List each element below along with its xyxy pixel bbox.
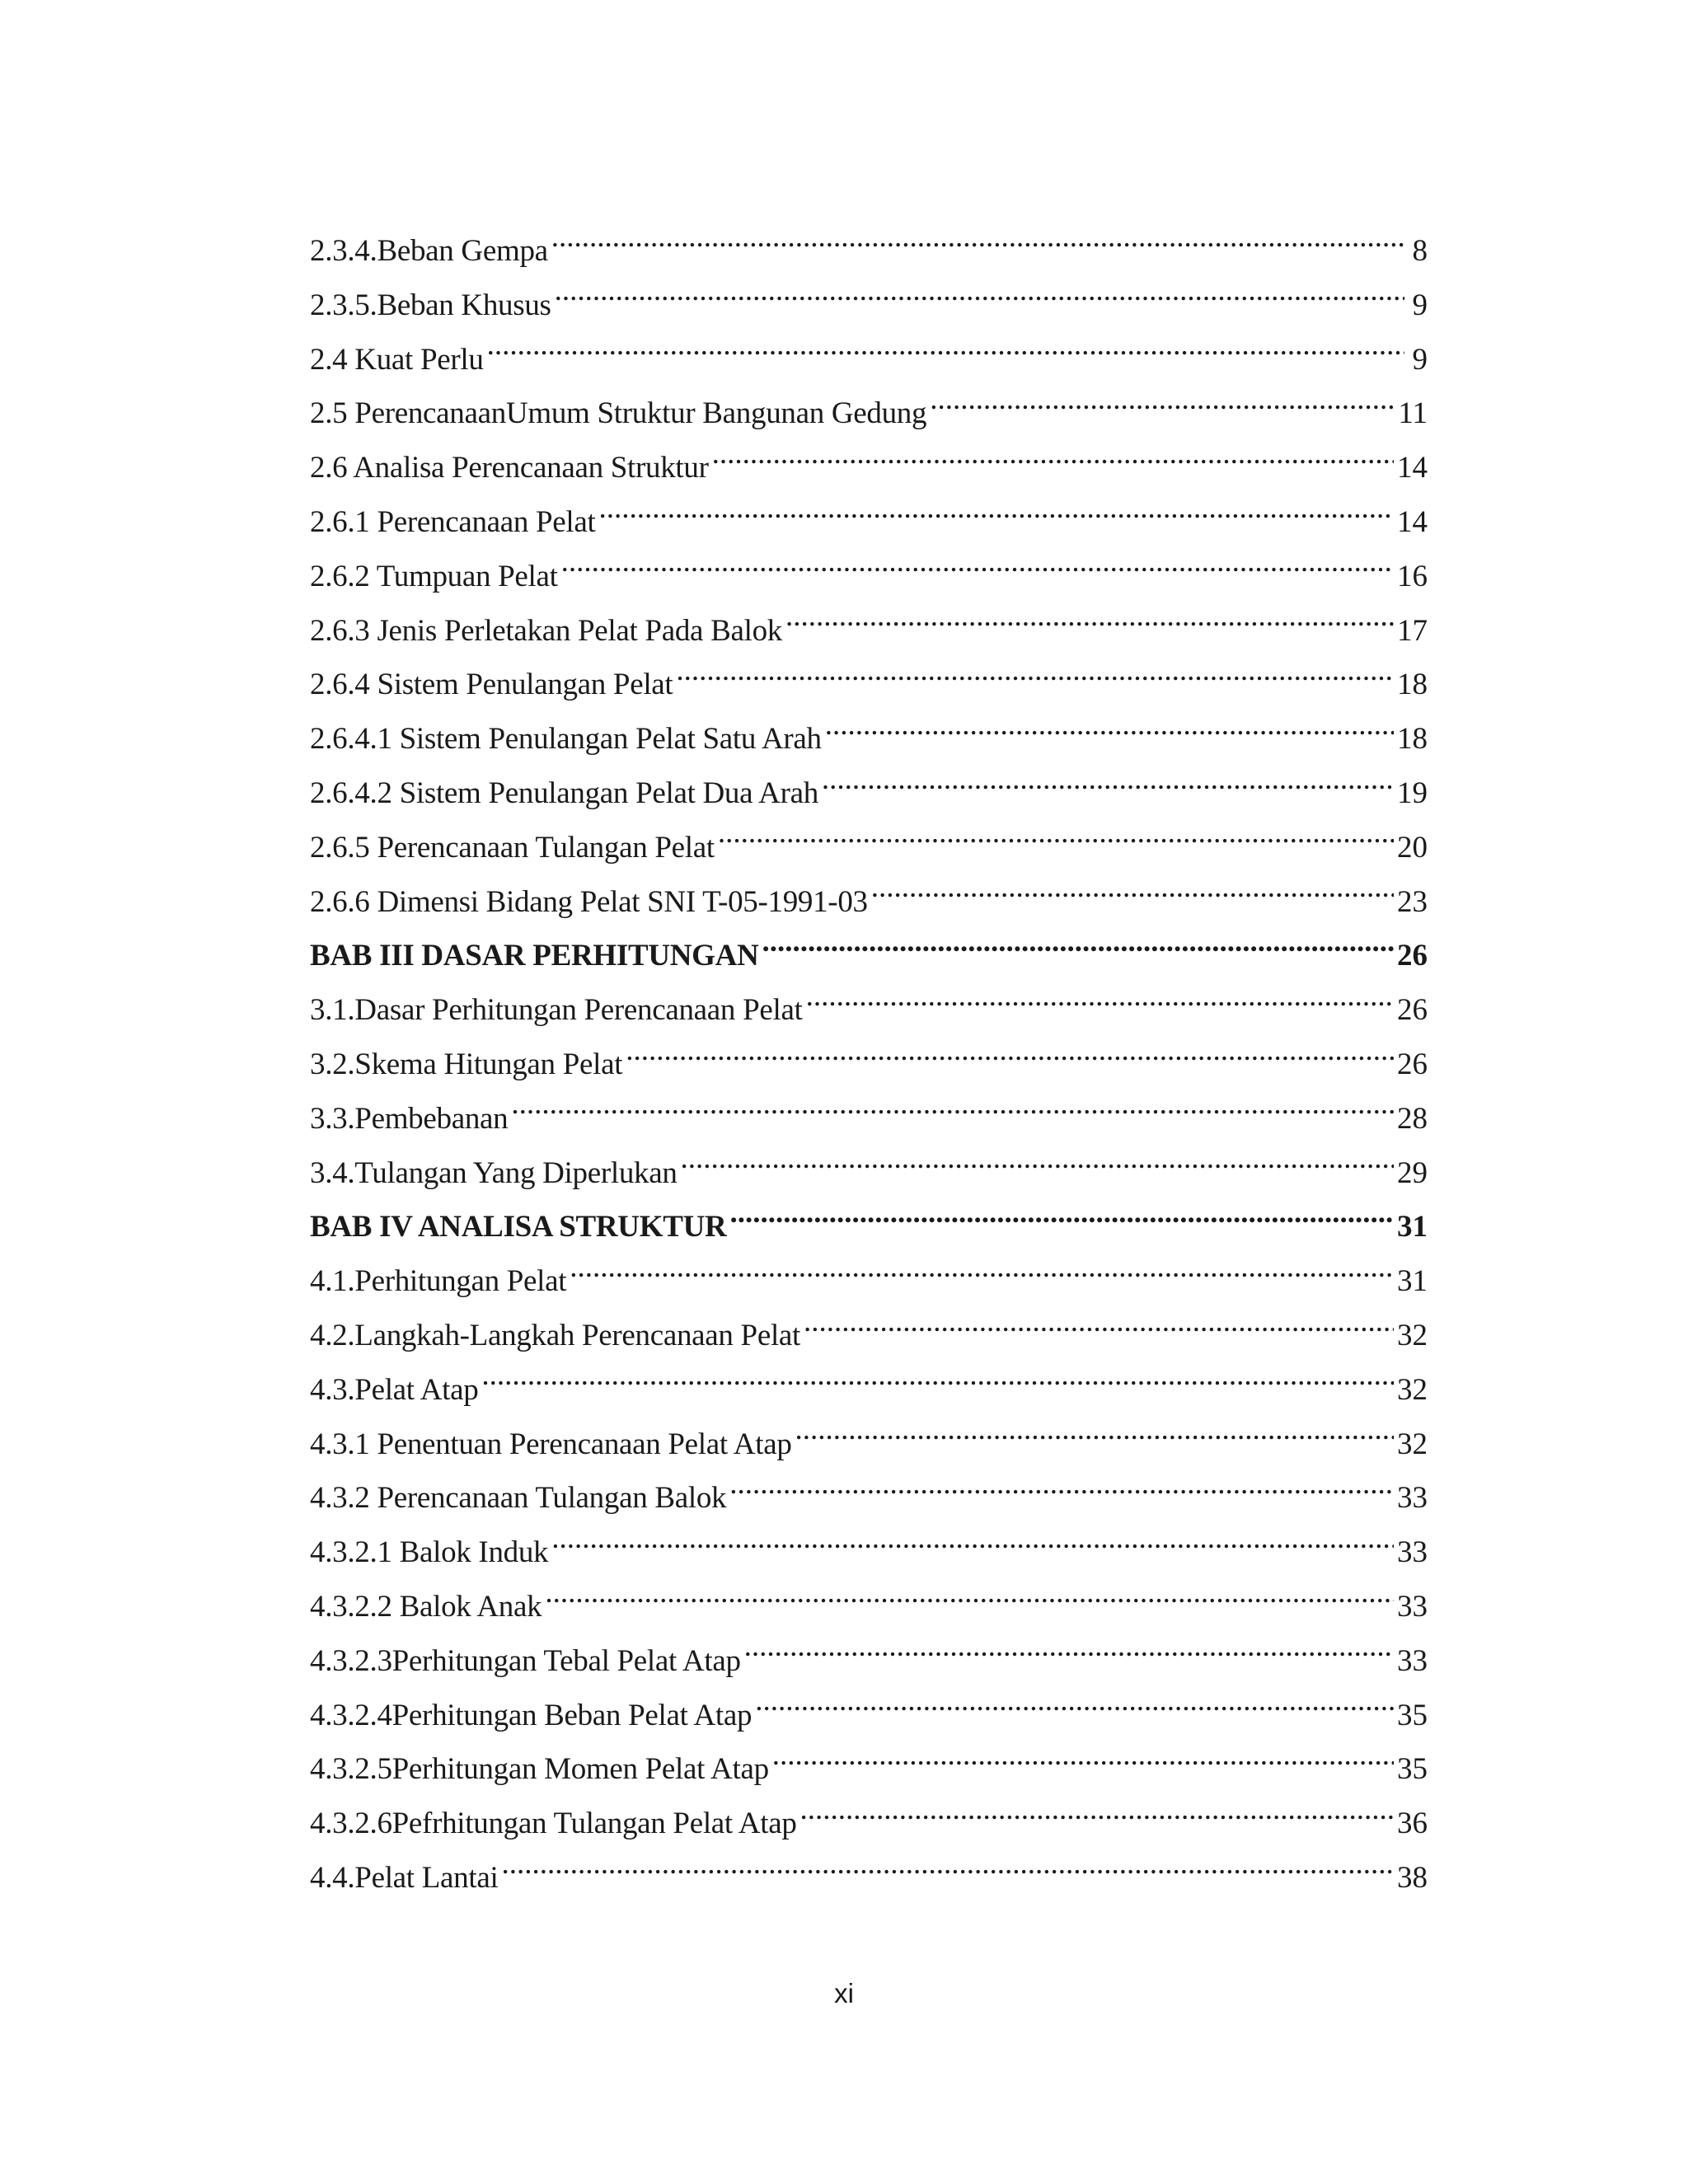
toc-entry-page-number: 33	[1397, 1535, 1428, 1570]
toc-entry-title: 2.3.4.Beban Gempa	[310, 234, 548, 268]
toc-entry-page-number: 18	[1397, 668, 1428, 702]
page-number: xi	[834, 1978, 854, 2008]
toc-dot-leader	[676, 663, 1394, 694]
toc-entry-title: 2.4 Kuat Perlu	[310, 342, 484, 377]
toc-entry-page-number: 33	[1397, 1481, 1428, 1516]
toc-entry	[310, 983, 1428, 1038]
toc-entry-title: 2.6.4 Sistem Penulangan Pelat	[310, 668, 673, 702]
toc-entry-page-number: 16	[1397, 559, 1428, 593]
toc-entry-title: BAB IV ANALISA STRUKTUR	[310, 1210, 727, 1244]
toc-dot-leader	[561, 555, 1394, 586]
toc-entry	[310, 1742, 1428, 1797]
toc-entry-page-number: 9	[1412, 288, 1428, 322]
table-of-contents	[310, 224, 1428, 1905]
toc-dot-leader	[762, 935, 1394, 965]
toc-dot-leader	[555, 284, 1404, 315]
toc-entry	[310, 1363, 1428, 1418]
toc-entry-page-number: 32	[1397, 1318, 1428, 1352]
toc-dot-leader	[871, 881, 1394, 912]
toc-entry-title: 3.2.Skema Hitungan Pelat	[310, 1047, 623, 1081]
toc-entry-title: 4.3.2.3Perhitungan Tebal Pelat Atap	[310, 1643, 741, 1678]
toc-entry	[310, 1038, 1428, 1092]
toc-entry-page-number: 32	[1397, 1372, 1428, 1407]
toc-entry-page-number: 18	[1397, 722, 1428, 757]
toc-entry-page-number: 35	[1397, 1698, 1428, 1732]
toc-entry-title: 4.3.2.5Perhitungan Momen Pelat Atap	[310, 1752, 769, 1787]
toc-entry	[310, 1851, 1428, 1905]
toc-entry-page-number: 11	[1398, 396, 1428, 431]
toc-entry	[310, 333, 1428, 387]
toc-entry	[310, 1526, 1428, 1580]
toc-entry	[310, 1092, 1428, 1146]
toc-entry-title: 2.6.6 Dimensi Bidang Pelat SNI T-05-1991-03	[310, 884, 868, 919]
toc-entry-page-number: 33	[1397, 1643, 1428, 1678]
toc-entry	[310, 1254, 1428, 1309]
toc-entry-title: 4.3.2.1 Balok Induk	[310, 1535, 549, 1570]
toc-entry-title: 3.3.Pembebanan	[310, 1101, 509, 1136]
toc-dot-leader	[481, 1369, 1394, 1399]
toc-entry-page-number: 26	[1397, 1047, 1428, 1081]
toc-entry-title: 4.3.1 Penentuan Perencanaan Pelat Atap	[310, 1427, 792, 1461]
toc-dot-leader	[785, 610, 1394, 640]
toc-entry-page-number: 17	[1397, 613, 1428, 648]
toc-entry-page-number: 38	[1397, 1860, 1428, 1895]
toc-entry-title: 4.1.Perhitungan Pelat	[310, 1264, 567, 1299]
toc-entry	[310, 1689, 1428, 1743]
toc-entry	[310, 279, 1428, 333]
toc-dot-leader	[806, 989, 1394, 1019]
toc-dot-leader	[825, 718, 1394, 748]
toc-entry	[310, 224, 1428, 279]
toc-entry	[310, 1309, 1428, 1363]
toc-chapter-entry	[310, 929, 1428, 983]
toc-entry-page-number: 19	[1397, 776, 1428, 810]
toc-dot-leader	[822, 772, 1394, 803]
toc-entry-title: 2.6.2 Tumpuan Pelat	[310, 559, 558, 593]
toc-dot-leader	[718, 827, 1394, 857]
toc-entry-page-number: 29	[1397, 1155, 1428, 1190]
toc-entry	[310, 766, 1428, 821]
toc-dot-leader	[511, 1098, 1394, 1128]
toc-dot-leader	[487, 339, 1404, 369]
toc-entry-page-number: 20	[1397, 830, 1428, 865]
toc-dot-leader	[930, 392, 1395, 423]
toc-dot-leader	[501, 1857, 1394, 1887]
toc-dot-leader	[804, 1315, 1394, 1345]
toc-entry-title: 4.3.2.6Pefrhitungan Tulangan Pelat Atap	[310, 1807, 797, 1841]
toc-entry-page-number: 14	[1397, 451, 1428, 485]
toc-entry-title: 4.3.2 Perencanaan Tulangan Balok	[310, 1481, 727, 1516]
toc-entry-title: 2.6.4.2 Sistem Penulangan Pelat Dua Arah	[310, 776, 818, 810]
toc-dot-leader	[545, 1586, 1394, 1616]
toc-entry	[310, 1797, 1428, 1851]
toc-entry	[310, 1471, 1428, 1526]
toc-entry-page-number: 23	[1397, 884, 1428, 919]
toc-entry	[310, 1146, 1428, 1201]
toc-dot-leader	[744, 1640, 1394, 1671]
toc-entry	[310, 1418, 1428, 1472]
toc-entry	[310, 821, 1428, 875]
toc-entry-title: 2.6.3 Jenis Perletakan Pelat Pada Balok	[310, 613, 782, 648]
toc-entry	[310, 1634, 1428, 1689]
toc-dot-leader	[599, 501, 1394, 532]
toc-entry-title: 4.4.Pelat Lantai	[310, 1860, 499, 1895]
toc-entry	[310, 387, 1428, 441]
toc-dot-leader	[755, 1694, 1394, 1725]
toc-entry	[310, 495, 1428, 550]
toc-dot-leader	[729, 1477, 1394, 1507]
toc-dot-leader	[551, 1531, 1394, 1562]
toc-entry-title: 3.1.Dasar Perhitungan Perencanaan Pelat	[310, 993, 803, 1028]
toc-entry-title: 4.3.2.2 Balok Anak	[310, 1589, 542, 1624]
toc-dot-leader	[772, 1748, 1394, 1779]
toc-entry-page-number: 26	[1397, 993, 1428, 1028]
toc-entry-title: 3.4.Tulangan Yang Diperlukan	[310, 1155, 678, 1190]
toc-dot-leader	[570, 1260, 1394, 1291]
toc-entry-title: 2.6.1 Perencanaan Pelat	[310, 504, 596, 539]
toc-entry-page-number: 8	[1412, 234, 1428, 268]
toc-entry-page-number: 31	[1397, 1210, 1428, 1244]
toc-entry-page-number: 31	[1397, 1264, 1428, 1299]
toc-entry-page-number: 9	[1412, 342, 1428, 377]
toc-dot-leader	[795, 1423, 1394, 1454]
toc-entry-page-number: 36	[1397, 1807, 1428, 1841]
toc-entry	[310, 550, 1428, 604]
toc-entry-page-number: 26	[1397, 939, 1428, 973]
toc-entry-title: BAB III DASAR PERHITUNGAN	[310, 939, 759, 973]
toc-dot-leader	[712, 447, 1394, 477]
toc-entry	[310, 1580, 1428, 1634]
toc-dot-leader	[800, 1802, 1394, 1833]
toc-entry-title: 4.2.Langkah-Langkah Perencanaan Pelat	[310, 1318, 801, 1352]
toc-entry	[310, 441, 1428, 495]
toc-dot-leader	[681, 1152, 1394, 1183]
toc-entry-page-number: 14	[1397, 504, 1428, 539]
toc-entry-page-number: 28	[1397, 1101, 1428, 1136]
toc-entry-title: 4.3.2.4Perhitungan Beban Pelat Atap	[310, 1698, 753, 1732]
toc-entry-page-number: 33	[1397, 1589, 1428, 1624]
toc-entry-title: 2.5 PerencanaanUmum Struktur Bangunan Gedung	[310, 396, 927, 431]
toc-entry-page-number: 35	[1397, 1752, 1428, 1787]
toc-entry-title: 2.6.4.1 Sistem Penulangan Pelat Satu Arah	[310, 722, 822, 757]
toc-entry-title: 2.6 Analisa Perencanaan Struktur	[310, 451, 709, 485]
toc-dot-leader	[626, 1043, 1394, 1074]
toc-entry-title: 2.6.5 Perencanaan Tulangan Pelat	[310, 830, 715, 865]
toc-chapter-entry	[310, 1200, 1428, 1254]
toc-dot-leader	[729, 1206, 1394, 1236]
toc-dot-leader	[551, 230, 1404, 260]
toc-entry-title: 2.3.5.Beban Khusus	[310, 288, 551, 322]
toc-entry	[310, 658, 1428, 712]
toc-entry-title: 4.3.Pelat Atap	[310, 1372, 479, 1407]
toc-entry	[310, 712, 1428, 766]
toc-entry-page-number: 32	[1397, 1427, 1428, 1461]
toc-entry	[310, 875, 1428, 930]
toc-entry	[310, 604, 1428, 658]
